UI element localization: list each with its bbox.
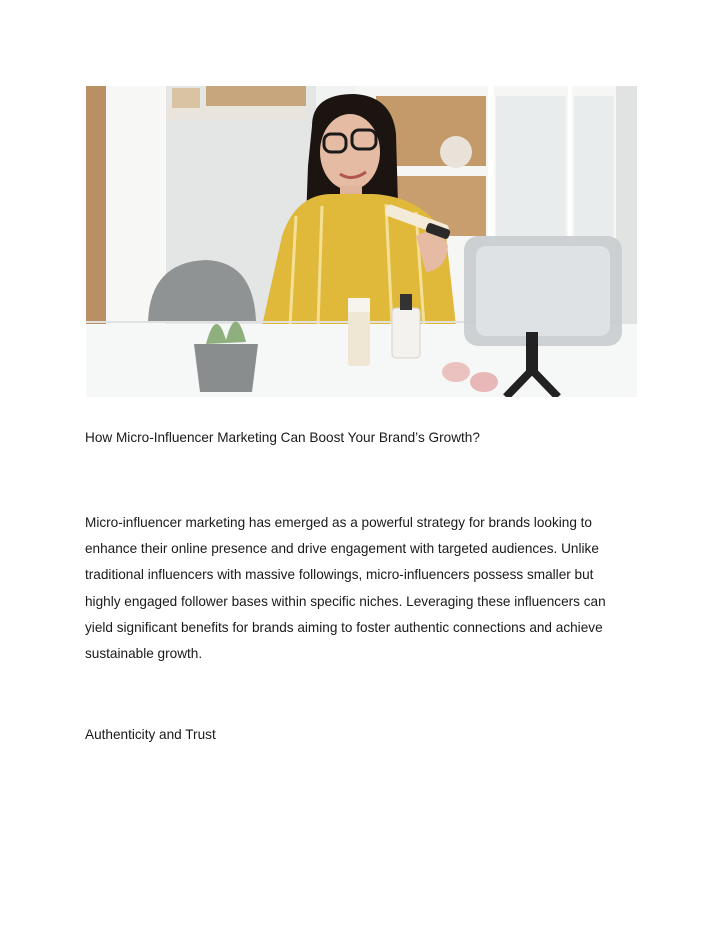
paragraph-line: sustainable growth. [85, 646, 203, 662]
paragraph-line: traditional influencers with massive followings, micro-influencers possess smaller but [85, 567, 594, 583]
intro-paragraph [85, 510, 645, 667]
article-title: How Micro-Influencer Marketing Can Boost Your Brand’s Growth? [85, 430, 480, 445]
paragraph-line: yield significant benefits for brands aiming to foster authentic connections and achieve [85, 619, 603, 635]
paragraph-line: Micro-influencer marketing has emerged as a powerful strategy for brands looking to [85, 515, 592, 530]
hero-photo [86, 86, 637, 397]
influencer-recording-illustration [86, 86, 637, 397]
paragraph-line: highly engaged follower bases within specific niches. Leveraging these influencers can [85, 593, 606, 609]
section-heading: Authenticity and Trust [85, 727, 216, 742]
paragraph-line: enhance their online presence and drive engagement with targeted audiences. Unlike [85, 541, 599, 557]
